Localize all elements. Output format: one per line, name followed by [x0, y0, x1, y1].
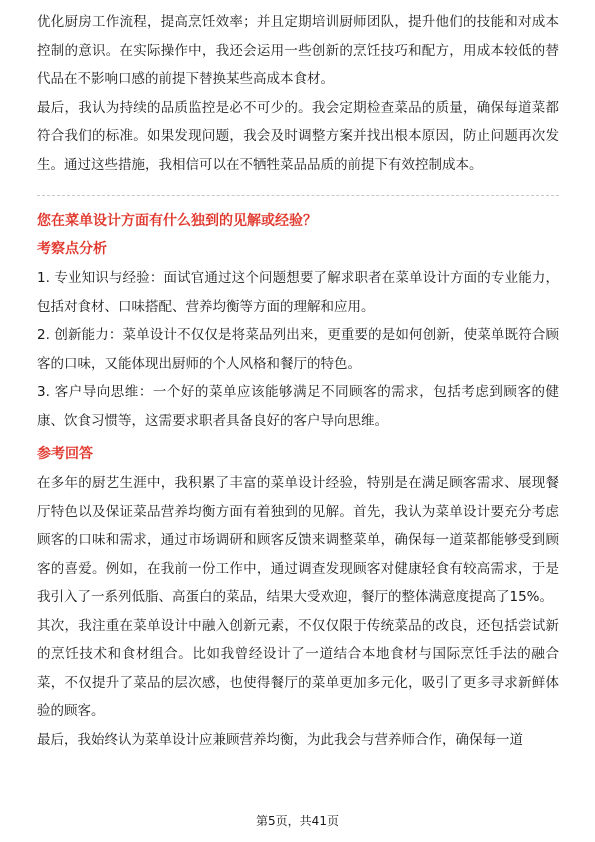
answer-paragraph: 最后，我始终认为菜单设计应兼顾营养均衡，为此我会与营养师合作，确保每一道	[37, 731, 523, 748]
page-number-footer: 第5页，共41页	[256, 814, 339, 828]
intro-paragraph: 优化厨房工作流程，提高烹饪效率；并且定期培训厨师团队，提升他们的技能和对成本控制的意识。在实际操作中，我还会运用一些创新的烹饪技巧和配方，用成本较低的替代品在不影响口感的前提下替换某些高成本食材。	[37, 14, 559, 87]
answer-paragraph: 其次，我注重在菜单设计中融入创新元素，不仅仅限于传统菜品的改良，还包括尝试新的烹饪技术和食材组合。比如我曾经设计了一道结合本地食材与国际烹饪手法的融合菜，不仅提升了菜品的层次感，也使得餐厅的菜单更加多元化，吸引了更多寻求新鲜体验的顾客。	[37, 617, 559, 719]
interview-question: 您在菜单设计方面有什么独到的见解或经验？	[37, 213, 317, 229]
analysis-point: 1. 专业知识与经验：面试官通过这个问题想要了解求职者在菜单设计方面的专业能力，包括对食材、口味搭配、营养均衡等方面的理解和应用。	[37, 270, 559, 315]
analysis-heading: 考察点分析	[37, 241, 107, 257]
section-divider	[37, 195, 559, 196]
intro-paragraph: 最后，我认为持续的品质监控是必不可少的。我会定期检查菜品的质量，确保每道菜都符合我们的标准。如果发现问题，我会及时调整方案并找出根本原因，防止问题再次发生。通过这些措施，我相信可以在不牺牲菜品品质的前提下有效控制成本。	[37, 99, 559, 173]
answer-heading: 参考回答	[37, 446, 93, 462]
analysis-point: 3. 客户导向思维：一个好的菜单应该能够满足不同顾客的需求，包括考虑到顾客的健康、饮食习惯等，这需要求职者具备良好的客户导向思维。	[37, 384, 559, 429]
answer-paragraph: 在多年的厨艺生涯中，我积累了丰富的菜单设计经验，特别是在满足顾客需求、展现餐厅特色以及保证菜品营养均衡方面有着独到的见解。首先，我认为菜单设计要充分考虑顾客的口味和需求，通过市场调研和顾客反馈来调整菜单，确保每一道菜都能够受到顾客的喜爱。例如，在我前一份工作中，通过调查发现顾客对健康轻食有较高需求，于是我引入了一系列低脂、高蛋白的菜品，结果大受欢迎，餐厅的整体满意度提高了15%。	[37, 475, 559, 605]
analysis-point: 2. 创新能力：菜单设计不仅仅是将菜品列出来，更重要的是如何创新，使菜单既符合顾客的口味，又能体现出厨师的个人风格和餐厅的特色。	[37, 327, 559, 372]
document-page	[37, 8, 559, 754]
